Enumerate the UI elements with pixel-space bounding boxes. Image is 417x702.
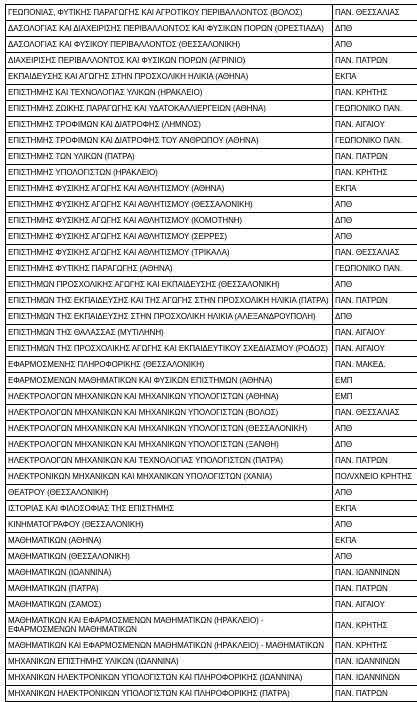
department-name-cell: ΙΣΤΟΡΙΑΣ ΚΑΙ ΦΙΛΟΣΟΦΙΑΣ ΤΗΣ ΕΠΙΣΤΗΜΗΣ: [6, 501, 333, 517]
table-row: [6, 501, 417, 517]
table-row: [6, 277, 417, 293]
department-name-cell: ΕΠΙΣΤΗΜΩΝ ΤΗΣ ΠΡΟΣΧΟΛΙΚΗΣ ΑΓΩΓΗΣ ΚΑΙ ΕΚΠΑΙΔΕΥΤΙΚΟΥ ΣΧΕΔΙΑΣΜΟΥ (ΡΟΔΟΣ): [6, 341, 333, 357]
institution-cell: ΕΚΠΑ: [333, 69, 417, 85]
table-row: [6, 453, 417, 469]
department-name-cell: ΕΠΙΣΤΗΜΗΣ ΥΠΟΛΟΓΙΣΤΩΝ (ΗΡΑΚΛΕΙΟ): [6, 165, 333, 181]
department-name-cell: ΗΛΕΚΤΡΟΛΟΓΩΝ ΜΗΧΑΝΙΚΩΝ ΚΑΙ ΜΗΧΑΝΙΚΩΝ ΥΠΟΛΟΓΙΣΤΩΝ (ΘΕΣΣΑΛΟΝΙΚΗ): [6, 421, 333, 437]
institution-cell: ΓΕΩΠΟΝΙΚΟ ΠΑΝ.: [333, 261, 417, 277]
department-name-cell: ΓΕΩΠΟΝΙΑΣ, ΦΥΤΙΚΗΣ ΠΑΡΑΓΩΓΗΣ ΚΑΙ ΑΓΡΟΤΙΚΟΥ ΠΕΡΙΒΑΛΛΟΝΤΟΣ (ΒΟΛΟΣ): [6, 5, 333, 21]
table-row: [6, 117, 417, 133]
department-name-cell: ΜΑΘΗΜΑΤΙΚΩΝ ΚΑΙ ΕΦΑΡΜΟΣΜΕΝΩΝ ΜΑΘΗΜΑΤΙΚΩΝ (ΗΡΑΚΛΕΙΟ) - ΕΦΑΡΜΟΣΜΕΝΩΝ ΜΑΘΗΜΑΤΙΚΩΝ: [6, 613, 333, 638]
table-row: [6, 309, 417, 325]
institution-cell: ΠΑΝ. ΘΕΣΣΑΛΙΑΣ: [333, 5, 417, 21]
department-name-cell: ΜΗΧΑΝΙΚΩΝ ΕΠΙΣΤΗΜΗΣ ΥΛΙΚΩΝ (ΙΩΑΝΝΙΝΑ): [6, 654, 333, 670]
institution-cell: ΑΠΘ: [333, 37, 417, 53]
department-name-cell: ΕΠΙΣΤΗΜΗΣ ΤΡΟΦΙΜΩΝ ΚΑΙ ΔΙΑΤΡΟΦΗΣ (ΛΗΜΝΟΣ): [6, 117, 333, 133]
department-name-cell: ΗΛΕΚΤΡΟΝΙΚΩΝ ΜΗΧΑΝΙΚΩΝ ΚΑΙ ΜΗΧΑΝΙΚΩΝ ΥΠΟΛΟΓΙΣΤΩΝ (ΧΑΝΙΑ): [6, 469, 333, 485]
institution-cell: ΔΠΘ: [333, 21, 417, 37]
department-name-cell: ΕΦΑΡΜΟΣΜΕΝΗΣ ΠΛΗΡΟΦΟΡΙΚΗΣ (ΘΕΣΣΑΛΟΝΙΚΗ): [6, 357, 333, 373]
institution-cell: ΠΑΝ. ΑΙΓΑΙΟΥ: [333, 341, 417, 357]
institution-cell: ΠΑΝ. ΘΕΣΣΑΛΙΑΣ: [333, 245, 417, 261]
institution-cell: ΠΑΝ. ΘΕΣΣΑΛΙΑΣ: [333, 405, 417, 421]
institution-cell: ΑΠΘ: [333, 485, 417, 501]
table-row: [6, 357, 417, 373]
department-name-cell: ΕΠΙΣΤΗΜΩΝ ΠΡΟΣΧΟΛΙΚΗΣ ΑΓΩΓΗΣ ΚΑΙ ΕΚΠΑΙΔΕΥΣΗΣ (ΘΕΣΣΑΛΟΝΙΚΗ): [6, 277, 333, 293]
institution-cell: ΕΚΠΑ: [333, 501, 417, 517]
table-row: [6, 565, 417, 581]
department-name-cell: ΜΑΘΗΜΑΤΙΚΩΝ (ΘΕΣΣΑΛΟΝΙΚΗ): [6, 549, 333, 565]
institution-cell: ΠΑΝ. ΙΩΑΝΝΙΝΩΝ: [333, 670, 417, 686]
institution-cell: ΠΑΝ. ΙΩΑΝΝΙΝΩΝ: [333, 565, 417, 581]
table-row: [6, 261, 417, 277]
table-row: [6, 85, 417, 101]
table-row: [6, 654, 417, 670]
table-row: [6, 149, 417, 165]
institution-cell: ΠΑΝ. ΚΡΗΤΗΣ: [333, 613, 417, 638]
institution-cell: ΠΑΝ. ΚΡΗΤΗΣ: [333, 165, 417, 181]
department-name-cell: ΗΛΕΚΤΡΟΛΟΓΩΝ ΜΗΧΑΝΙΚΩΝ ΚΑΙ ΤΕΧΝΟΛΟΓΙΑΣ ΥΠΟΛΟΓΙΣΤΩΝ (ΠΑΤΡΑ): [6, 453, 333, 469]
table-row: [6, 533, 417, 549]
table-row: [6, 549, 417, 565]
department-name-cell: ΕΠΙΣΤΗΜΩΝ ΤΗΣ ΕΚΠΑΙΔΕΥΣΗΣ ΚΑΙ ΤΗΣ ΑΓΩΓΗΣ ΣΤΗΝ ΠΡΟΣΧΟΛΙΚΗ ΗΛΙΚΙΑ (ΠΑΤΡΑ): [6, 293, 333, 309]
institution-cell: ΠΑΝ. ΚΡΗΤΗΣ: [333, 638, 417, 654]
institution-cell: ΕΜΠ: [333, 373, 417, 389]
table-row: [6, 341, 417, 357]
table-row: [6, 37, 417, 53]
table-row: [6, 686, 417, 702]
department-name-cell: ΕΠΙΣΤΗΜΗΣ ΤΩΝ ΥΛΙΚΩΝ (ΠΑΤΡΑ): [6, 149, 333, 165]
institution-cell: ΑΠΘ: [333, 229, 417, 245]
institution-cell: ΑΠΘ: [333, 197, 417, 213]
institution-cell: ΔΠΘ: [333, 309, 417, 325]
table-row: [6, 101, 417, 117]
table-row: [6, 293, 417, 309]
departments-table-body: [6, 5, 417, 702]
institution-cell: ΠΑΝ. ΑΙΓΑΙΟΥ: [333, 325, 417, 341]
table-row: [6, 638, 417, 654]
department-name-cell: ΕΠΙΣΤΗΜΗΣ ΦΥΣΙΚΗΣ ΑΓΩΓΗΣ ΚΑΙ ΑΘΛΗΤΙΣΜΟΥ (ΘΕΣΣΑΛΟΝΙΚΗ): [6, 197, 333, 213]
department-name-cell: ΜΑΘΗΜΑΤΙΚΩΝ (ΑΘΗΝΑ): [6, 533, 333, 549]
institution-cell: ΠΑΝ. ΜΑΚΕΔ.: [333, 357, 417, 373]
table-row: [6, 613, 417, 638]
institution-cell: ΠΑΝ. ΑΙΓΑΙΟΥ: [333, 597, 417, 613]
table-row: [6, 405, 417, 421]
institution-cell: ΠΑΝ. ΠΑΤΡΩΝ: [333, 581, 417, 597]
department-name-cell: ΜΗΧΑΝΙΚΩΝ ΗΛΕΚΤΡΟΝΙΚΩΝ ΥΠΟΛΟΓΙΣΤΩΝ ΚΑΙ ΠΛΗΡΟΦΟΡΙΚΗΣ (ΠΑΤΡΑ): [6, 686, 333, 702]
department-name-cell: ΘΕΑΤΡΟΥ (ΘΕΣΣΑΛΟΝΙΚΗ): [6, 485, 333, 501]
department-name-cell: ΗΛΕΚΤΡΟΛΟΓΩΝ ΜΗΧΑΝΙΚΩΝ ΚΑΙ ΜΗΧΑΝΙΚΩΝ ΥΠΟΛΟΓΙΣΤΩΝ (ΞΑΝΘΗ): [6, 437, 333, 453]
department-name-cell: ΕΦΑΡΜΟΣΜΕΝΩΝ ΜΑΘΗΜΑΤΙΚΩΝ ΚΑΙ ΦΥΣΙΚΩΝ ΕΠΙΣΤΗΜΩΝ (ΑΘΗΝΑ): [6, 373, 333, 389]
department-name-cell: ΜΑΘΗΜΑΤΙΚΩΝ ΚΑΙ ΕΦΑΡΜΟΣΜΕΝΩΝ ΜΑΘΗΜΑΤΙΚΩΝ (ΗΡΑΚΛΕΙΟ) - ΜΑΘΗΜΑΤΙΚΩΝ: [6, 638, 333, 654]
institution-cell: ΠΑΝ. ΑΙΓΑΙΟΥ: [333, 117, 417, 133]
department-name-cell: ΗΛΕΚΤΡΟΛΟΓΩΝ ΜΗΧΑΝΙΚΩΝ ΚΑΙ ΜΗΧΑΝΙΚΩΝ ΥΠΟΛΟΓΙΣΤΩΝ (ΒΟΛΟΣ): [6, 405, 333, 421]
institution-cell: ΑΠΘ: [333, 421, 417, 437]
table-row: [6, 469, 417, 485]
table-row: [6, 181, 417, 197]
department-name-cell: ΜΗΧΑΝΙΚΩΝ ΗΛΕΚΤΡΟΝΙΚΩΝ ΥΠΟΛΟΓΙΣΤΩΝ ΚΑΙ ΠΛΗΡΟΦΟΡΙΚΗΣ (ΙΩΑΝΝΙΝΑ): [6, 670, 333, 686]
institution-cell: ΠΑΝ. ΠΑΤΡΩΝ: [333, 686, 417, 702]
institution-cell: ΓΕΩΠΟΝΙΚΟ ΠΑΝ.: [333, 101, 417, 117]
table-row: [6, 229, 417, 245]
institution-cell: ΠΑΝ. ΚΡΗΤΗΣ: [333, 85, 417, 101]
department-name-cell: ΕΠΙΣΤΗΜΗΣ ΤΡΟΦΙΜΩΝ ΚΑΙ ΔΙΑΤΡΟΦΗΣ ΤΟΥ ΑΝΘΡΩΠΟΥ (ΑΘΗΝΑ): [6, 133, 333, 149]
table-row: [6, 213, 417, 229]
table-row: [6, 389, 417, 405]
table-row: [6, 197, 417, 213]
institution-cell: ΑΠΘ: [333, 277, 417, 293]
institution-cell: ΠΑΝ. ΠΑΤΡΩΝ: [333, 53, 417, 69]
departments-table: [5, 4, 417, 702]
department-name-cell: ΕΠΙΣΤΗΜΩΝ ΤΗΣ ΕΚΠΑΙΔΕΥΣΗΣ ΣΤΗΝ ΠΡΟΣΧΟΛΙΚΗ ΗΛΙΚΙΑ (ΑΛΕΞΑΝΔΡΟΥΠΟΛΗ): [6, 309, 333, 325]
department-name-cell: ΕΠΙΣΤΗΜΗΣ ΦΥΣΙΚΗΣ ΑΓΩΓΗΣ ΚΑΙ ΑΘΛΗΤΙΣΜΟΥ (ΑΘΗΝΑ): [6, 181, 333, 197]
table-row: [6, 437, 417, 453]
table-row: [6, 325, 417, 341]
department-name-cell: ΗΛΕΚΤΡΟΛΟΓΩΝ ΜΗΧΑΝΙΚΩΝ ΚΑΙ ΜΗΧΑΝΙΚΩΝ ΥΠΟΛΟΓΙΣΤΩΝ (ΑΘΗΝΑ): [6, 389, 333, 405]
institution-cell: ΑΠΘ: [333, 517, 417, 533]
department-name-cell: ΕΠΙΣΤΗΜΗΣ ΚΑΙ ΤΕΧΝΟΛΟΓΙΑΣ ΥΛΙΚΩΝ (ΗΡΑΚΛΕΙΟ): [6, 85, 333, 101]
table-row: [6, 53, 417, 69]
department-name-cell: ΔΑΣΟΛΟΓΙΑΣ ΚΑΙ ΔΙΑΧΕΙΡΙΣΗΣ ΠΕΡΙΒΑΛΛΟΝΤΟΣ ΚΑΙ ΦΥΣΙΚΩΝ ΠΟΡΩΝ (ΟΡΕΣΤΙΑΔΑ): [6, 21, 333, 37]
department-name-cell: ΕΠΙΣΤΗΜΗΣ ΦΥΤΙΚΗΣ ΠΑΡΑΓΩΓΗΣ (ΑΘΗΝΑ): [6, 261, 333, 277]
institution-cell: ΠΟΛ/ΧΝΕΙΟ ΚΡΗΤΗΣ: [333, 469, 417, 485]
table-row: [6, 133, 417, 149]
table-row: [6, 5, 417, 21]
institution-cell: ΠΑΝ. ΙΩΑΝΝΙΝΩΝ: [333, 654, 417, 670]
institution-cell: ΓΕΩΠΟΝΙΚΟ ΠΑΝ.: [333, 133, 417, 149]
table-row: [6, 421, 417, 437]
department-name-cell: ΜΑΘΗΜΑΤΙΚΩΝ (ΙΩΑΝΝΙΝΑ): [6, 565, 333, 581]
institution-cell: ΔΠΘ: [333, 437, 417, 453]
table-row: [6, 485, 417, 501]
department-name-cell: ΚΙΝΗΜΑΤΟΓΡΑΦΟΥ (ΘΕΣΣΑΛΟΝΙΚΗ): [6, 517, 333, 533]
department-name-cell: ΕΠΙΣΤΗΜΩΝ ΤΗΣ ΘΑΛΑΣΣΑΣ (ΜΥΤΙΛΗΝΗ): [6, 325, 333, 341]
institution-cell: ΠΑΝ. ΠΑΤΡΩΝ: [333, 149, 417, 165]
institution-cell: ΠΑΝ. ΠΑΤΡΩΝ: [333, 453, 417, 469]
department-name-cell: ΔΑΣΟΛΟΓΙΑΣ ΚΑΙ ΦΥΣΙΚΟΥ ΠΕΡΙΒΑΛΛΟΝΤΟΣ (ΘΕΣΣΑΛΟΝΙΚΗ): [6, 37, 333, 53]
institution-cell: ΠΑΝ. ΠΑΤΡΩΝ: [333, 293, 417, 309]
table-row: [6, 670, 417, 686]
institution-cell: ΕΚΠΑ: [333, 181, 417, 197]
institution-cell: ΕΚΠΑ: [333, 533, 417, 549]
department-name-cell: ΜΑΘΗΜΑΤΙΚΩΝ (ΠΑΤΡΑ): [6, 581, 333, 597]
department-name-cell: ΕΠΙΣΤΗΜΗΣ ΦΥΣΙΚΗΣ ΑΓΩΓΗΣ ΚΑΙ ΑΘΛΗΤΙΣΜΟΥ (ΚΟΜΟΤΗΝΗ): [6, 213, 333, 229]
department-name-cell: ΜΑΘΗΜΑΤΙΚΩΝ (ΣΑΜΟΣ): [6, 597, 333, 613]
table-row: [6, 245, 417, 261]
department-name-cell: ΕΠΙΣΤΗΜΗΣ ΦΥΣΙΚΗΣ ΑΓΩΓΗΣ ΚΑΙ ΑΘΛΗΤΙΣΜΟΥ (ΣΕΡΡΕΣ): [6, 229, 333, 245]
table-row: [6, 165, 417, 181]
department-name-cell: ΕΚΠΑΙΔΕΥΣΗΣ ΚΑΙ ΑΓΩΓΗΣ ΣΤΗΝ ΠΡΟΣΧΟΛΙΚΗ ΗΛΙΚΙΑ (ΑΘΗΝΑ): [6, 69, 333, 85]
table-row: [6, 581, 417, 597]
institution-cell: ΑΠΘ: [333, 549, 417, 565]
table-row: [6, 597, 417, 613]
department-name-cell: ΔΙΑΧΕΙΡΙΣΗΣ ΠΕΡΙΒΑΛΛΟΝΤΟΣ ΚΑΙ ΦΥΣΙΚΩΝ ΠΟΡΩΝ (ΑΓΡΙΝΙΟ): [6, 53, 333, 69]
table-row: [6, 373, 417, 389]
table-row: [6, 517, 417, 533]
table-row: [6, 21, 417, 37]
table-row: [6, 69, 417, 85]
institution-cell: ΔΠΘ: [333, 213, 417, 229]
institution-cell: ΕΜΠ: [333, 389, 417, 405]
department-name-cell: ΕΠΙΣΤΗΜΗΣ ΖΩΙΚΗΣ ΠΑΡΑΓΩΓΗΣ ΚΑΙ ΥΔΑΤΟΚΑΛΛΙΕΡΓΕΙΩΝ (ΑΘΗΝΑ): [6, 101, 333, 117]
department-name-cell: ΕΠΙΣΤΗΜΗΣ ΦΥΣΙΚΗΣ ΑΓΩΓΗΣ ΚΑΙ ΑΘΛΗΤΙΣΜΟΥ (ΤΡΙΚΑΛΑ): [6, 245, 333, 261]
